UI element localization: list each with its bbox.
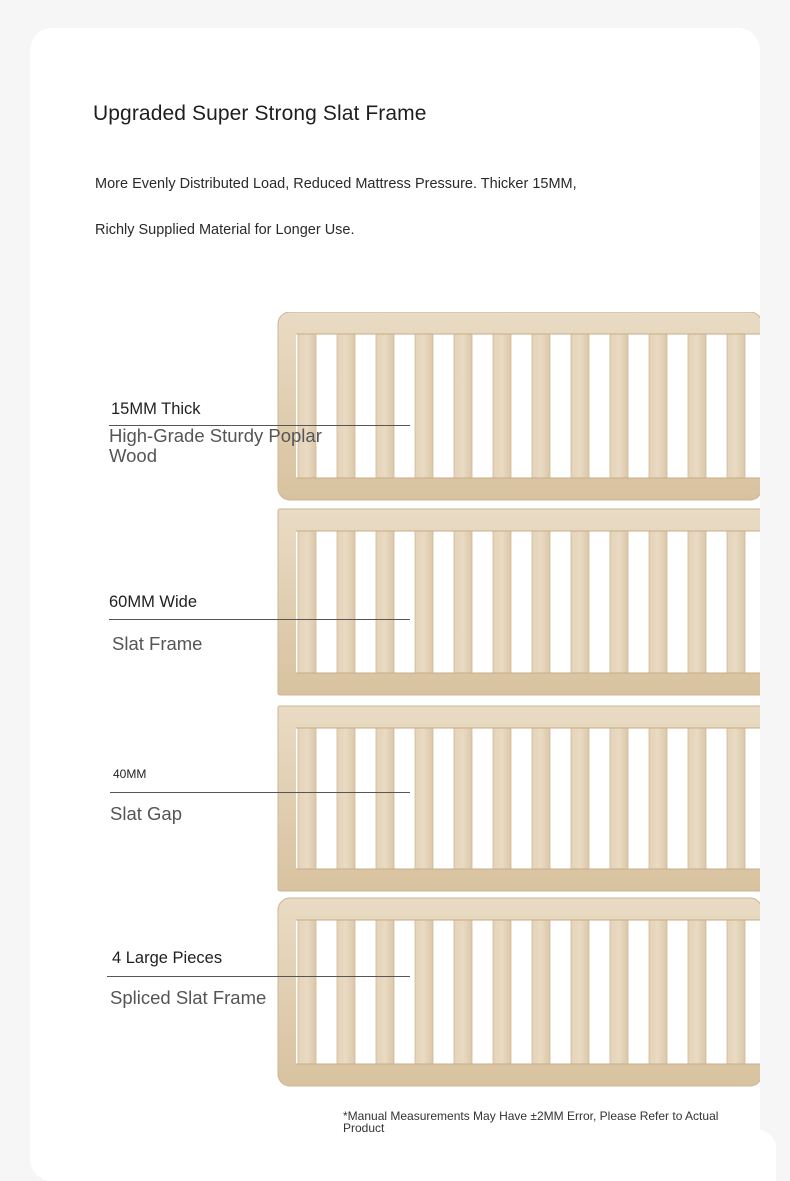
slat <box>454 531 472 673</box>
slat <box>454 920 472 1064</box>
slat <box>532 728 550 869</box>
card-bottom-tab <box>46 1130 776 1181</box>
slat <box>610 531 628 673</box>
subtitle-line-1: More Evenly Distributed Load, Reduced Mattress Pressure. Thicker 15MM, <box>95 176 577 192</box>
slat <box>649 728 667 869</box>
measurement-note: *Manual Measurements May Have ±2MM Error, Please Refer to Actual Product <box>343 1109 719 1135</box>
slat <box>688 531 706 673</box>
slat <box>493 728 511 869</box>
callout-gap-title: 40MM <box>113 767 147 781</box>
slat <box>298 728 316 869</box>
slat <box>571 920 589 1064</box>
slat <box>649 334 667 478</box>
callout-gap-leader <box>110 792 410 793</box>
slat <box>688 920 706 1064</box>
slat <box>454 334 472 478</box>
callout-gap-desc: Slat Gap <box>110 803 182 824</box>
slat <box>376 728 394 869</box>
callout-width-leader <box>109 619 410 620</box>
slat <box>376 531 394 673</box>
slat <box>610 728 628 869</box>
slat <box>571 334 589 478</box>
slat <box>727 334 745 478</box>
callout-pieces-desc: Spliced Slat Frame <box>110 987 267 1008</box>
slat <box>727 531 745 673</box>
slat-frame-piece <box>278 898 760 1086</box>
callout-width-desc: Slat Frame <box>112 633 203 654</box>
callout-pieces-title: 4 Large Pieces <box>112 949 223 967</box>
slat <box>727 920 745 1064</box>
slat <box>493 531 511 673</box>
slat <box>415 334 433 478</box>
slat <box>415 728 433 869</box>
slat <box>532 334 550 478</box>
subtitle-line-2: Richly Supplied Material for Longer Use. <box>95 222 355 238</box>
slat <box>610 334 628 478</box>
callout-width-title: 60MM Wide <box>109 593 198 611</box>
slat <box>415 920 433 1064</box>
slat-frame-piece <box>278 509 760 695</box>
slat <box>688 728 706 869</box>
slat <box>727 728 745 869</box>
callout-thickness-desc: High-Grade Sturdy Poplar Wood <box>109 425 322 466</box>
slat <box>493 334 511 478</box>
callout-pieces-leader <box>107 976 410 977</box>
slat <box>571 728 589 869</box>
callout-thickness-title: 15MM Thick <box>111 400 201 418</box>
page-title: Upgraded Super Strong Slat Frame <box>93 102 427 125</box>
slat <box>337 728 355 869</box>
slat <box>493 920 511 1064</box>
slat <box>688 334 706 478</box>
slat <box>532 920 550 1064</box>
slat-frame-piece <box>278 312 760 500</box>
slat <box>610 920 628 1064</box>
slat <box>649 920 667 1064</box>
slat <box>376 920 394 1064</box>
slat <box>649 531 667 673</box>
slat <box>376 334 394 478</box>
slat <box>571 531 589 673</box>
slat <box>454 728 472 869</box>
slat-frame-piece <box>278 706 760 891</box>
slat <box>532 531 550 673</box>
slat <box>415 531 433 673</box>
